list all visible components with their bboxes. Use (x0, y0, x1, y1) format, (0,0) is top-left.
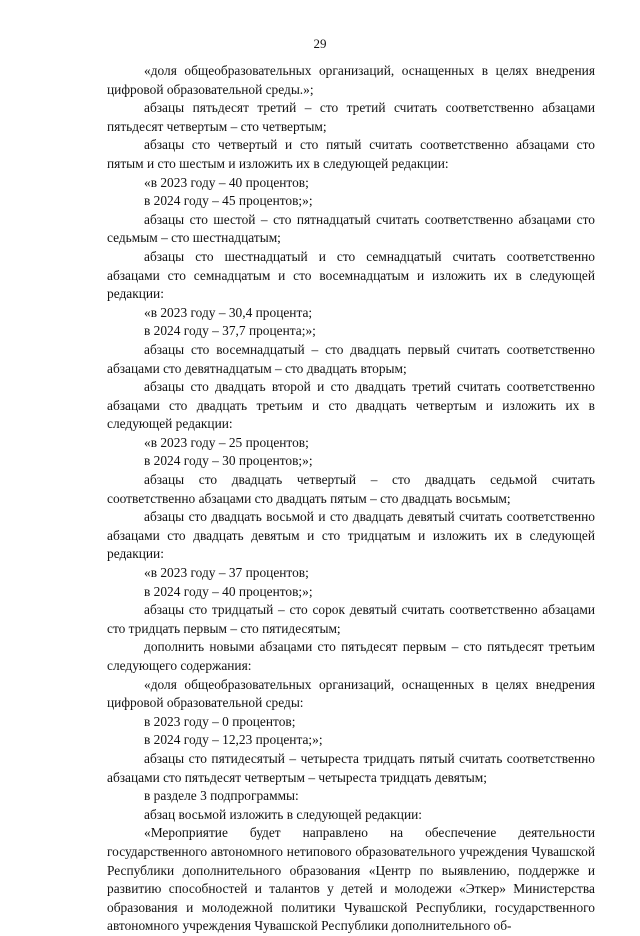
paragraph: абзацы сто четвертый и сто пятый считать соответственно абзацами сто пятым и сто шестым и изложить их в следующей редакции: (107, 137, 595, 171)
paragraph: абзацы сто двадцать второй и сто двадцать третий считать соответственно абзацами сто двадцать третьим и сто двадцать четвертым и изложить их в следующей редакции: (107, 379, 595, 432)
paragraph: «доля общеобразовательных организаций, оснащенных в целях внедрения цифровой образовательной среды.»; (107, 63, 595, 97)
paragraph: «в 2023 году – 25 процентов; (144, 434, 309, 450)
paragraph: абзацы сто восемнадцатый – сто двадцать первый считать соответственно абзацами сто девятнадцатым – сто двадцать вторым; (107, 341, 595, 376)
paragraph: в 2024 году – 40 процентов;»; (144, 583, 313, 599)
page-number: 29 (313, 36, 327, 51)
paragraph: абзацы пятьдесят третий – сто третий считать соответственно абзацами пятьдесят четвертым – сто четвертым; (107, 100, 595, 134)
paragraph: абзацы сто шестой – сто пятнадцатый считать соответственно абзацами сто седьмым – сто шестнадцатым; (107, 211, 595, 246)
paragraph: абзацы сто тридцатый – сто сорок девятый считать соответственно абзацами сто тридцать первым – сто пятидесятым; (107, 602, 595, 636)
paragraph: в 2024 году – 37,7 процента;»; (144, 323, 316, 339)
paragraph: в 2024 году – 12,23 процента;»; (144, 732, 323, 748)
paragraph: в 2024 году – 45 процентов;»; (144, 193, 313, 209)
paragraph: абзац восьмой изложить в следующей редакции: (144, 806, 423, 822)
document-body (107, 62, 595, 936)
paragraph: дополнить новыми абзацами сто пятьдесят первым – сто пятьдесят третьим следующего содержания: (107, 639, 595, 673)
paragraph: «доля общеобразовательных организаций, оснащенных в целях внедрения цифровой образовательной среды: (107, 676, 595, 711)
paragraph: абзацы сто шестнадцатый и сто семнадцатый считать соответственно абзацами сто семнадцатым и сто восемнадцатым и изложить их в следующей редакции: (107, 248, 595, 302)
paragraph: абзацы сто двадцать восьмой и сто двадцать девятый считать соответственно абзацами сто двадцать девятым и сто тридцатым и изложить их в следующей редакции: (107, 509, 595, 562)
paragraph: в 2023 году – 0 процентов; (144, 713, 296, 729)
paragraph: «в 2023 году – 37 процентов; (144, 565, 309, 581)
paragraph: «Мероприятие будет направлено на обеспечение деятельности государственного автономного нетипового образовательного учреждения Чувашской Республики дополнительного образования «Центр по выявлению, поддержке и развитию способностей и талантов у детей и молодежи «Эткер» Министерства образования и молодежной политики Чувашской Республики, государственного автономного учреждения Чувашской Республики дополнительного об- (107, 825, 595, 934)
paragraph: «в 2023 году – 30,4 процента; (144, 304, 313, 320)
paragraph: абзацы сто пятидесятый – четыреста тридцать пятый считать соответственно абзацами сто пятьдесят четвертым – четыреста тридцать девятым; (107, 750, 595, 785)
paragraph: в 2024 году – 30 процентов;»; (144, 453, 313, 469)
paragraph: в разделе 3 подпрограммы: (144, 788, 299, 804)
paragraph: «в 2023 году – 40 процентов; (144, 174, 309, 190)
paragraph: абзацы сто двадцать четвертый – сто двадцать седьмой считать соответственно абзацами сто двадцать пятым – сто двадцать восьмым; (107, 472, 595, 506)
